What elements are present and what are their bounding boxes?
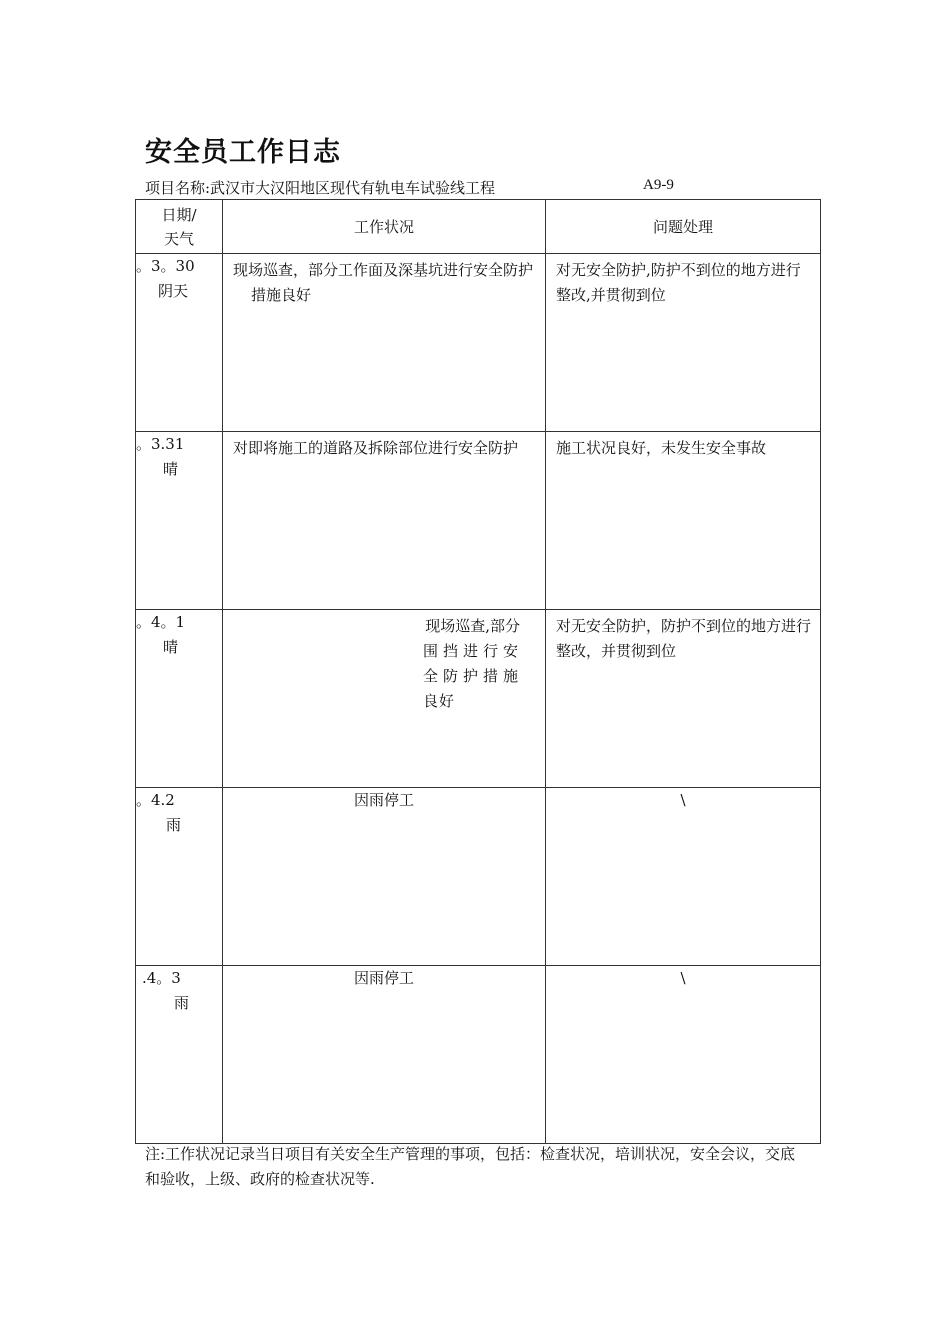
table-row bbox=[136, 788, 821, 966]
work-text: 现场巡查，部分工作面及深基坑进行安全防护措施良好 bbox=[233, 261, 534, 304]
work-line: 良好 bbox=[423, 692, 456, 710]
work-line: 围挡进行安 bbox=[423, 642, 519, 660]
date-weather-cell bbox=[136, 432, 223, 610]
work-cell bbox=[223, 966, 546, 1144]
footnote: 注:工作状况记录当日项目有关安全生产管理的事项，包括：检查状况，培训状况，安全会议，交底和验收，上级、政府的检查状况等. bbox=[145, 1145, 796, 1188]
issue-text: \ bbox=[680, 791, 686, 809]
date: .4。3 bbox=[142, 969, 181, 987]
document-code: A9-9 bbox=[643, 177, 674, 193]
work-cell bbox=[223, 610, 546, 788]
weather: 晴 bbox=[163, 460, 179, 478]
date-weather-cell bbox=[136, 610, 223, 788]
weather: 雨 bbox=[174, 994, 190, 1012]
table-row bbox=[136, 432, 821, 610]
table-row bbox=[136, 254, 821, 432]
issue-text: 施工状况良好，未发生安全事故 bbox=[556, 439, 767, 457]
issue-text: \ bbox=[680, 969, 686, 987]
work-line: 全防护措施 bbox=[423, 667, 519, 685]
header-date-weather bbox=[136, 200, 223, 254]
issue-cell bbox=[546, 432, 821, 610]
work-text bbox=[223, 610, 545, 714]
table-row bbox=[136, 610, 821, 788]
table-header-row bbox=[136, 200, 821, 254]
work-text: 对即将施工的道路及拆除部位进行安全防护 bbox=[233, 439, 519, 457]
safety-log-table bbox=[135, 199, 821, 1144]
project-name: 项目名称:武汉市大汉阳地区现代有轨电车试验线工程 bbox=[145, 179, 496, 197]
work-line: 现场巡查,部分 bbox=[425, 617, 520, 635]
work-cell bbox=[223, 788, 546, 966]
header-weather-label: 天气 bbox=[163, 229, 194, 248]
date-weather-cell bbox=[136, 966, 223, 1144]
issue-text: 对无安全防护,防护不到位的地方进行整改,并贯彻到位 bbox=[556, 261, 801, 304]
header-issue: 问题处理 bbox=[546, 200, 821, 254]
date: 。3.31 bbox=[136, 435, 185, 453]
weather: 雨 bbox=[166, 816, 182, 834]
date: 。4.2 bbox=[136, 791, 175, 809]
issue-text: 对无安全防护，防护不到位的地方进行整改，并贯彻到位 bbox=[556, 617, 812, 660]
weather: 阴天 bbox=[158, 282, 189, 300]
work-cell bbox=[223, 254, 546, 432]
issue-cell bbox=[546, 788, 821, 966]
work-text: 因雨停工 bbox=[353, 969, 414, 987]
work-text: 因雨停工 bbox=[353, 791, 414, 809]
issue-cell bbox=[546, 966, 821, 1144]
page-title: 安全员工作日志 bbox=[145, 137, 341, 168]
issue-cell bbox=[546, 610, 821, 788]
date-weather-cell bbox=[136, 254, 223, 432]
issue-cell bbox=[546, 254, 821, 432]
date-weather-cell bbox=[136, 788, 223, 966]
table-row bbox=[136, 966, 821, 1144]
header-date-label: 日期/ bbox=[161, 205, 197, 224]
date: 。4。1 bbox=[136, 613, 186, 631]
weather: 晴 bbox=[163, 638, 179, 656]
header-work: 工作状况 bbox=[223, 200, 546, 254]
work-cell bbox=[223, 432, 546, 610]
date: 。3。30 bbox=[136, 257, 195, 275]
